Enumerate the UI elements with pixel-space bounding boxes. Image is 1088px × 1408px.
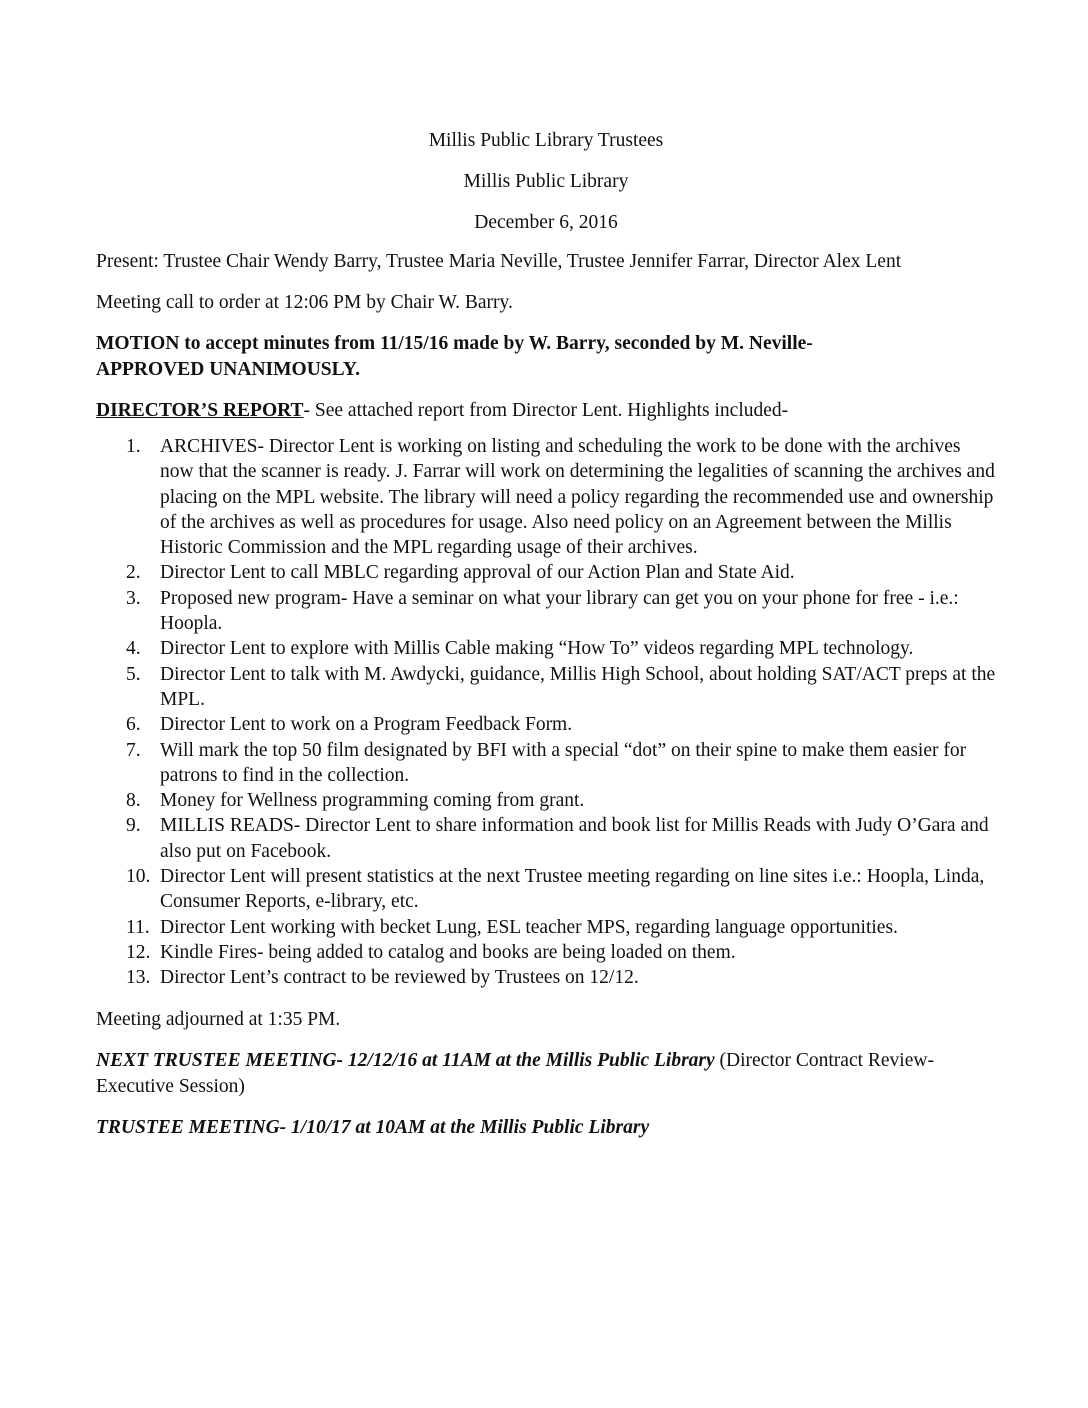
list-item: Proposed new program- Have a seminar on what your library can get you on your phone for free - i.e.: Hoopla. xyxy=(160,587,959,635)
list-item: MILLIS READS- Director Lent to share information and book list for Millis Reads with Judy O’Gara and also put on Facebook. xyxy=(160,815,989,862)
next-meeting-title: NEXT TRUSTEE MEETING- 12/12/16 at 11AM at the Millis Public Library xyxy=(96,1049,715,1071)
minutes-document xyxy=(96,128,996,1156)
next-meeting xyxy=(96,1048,996,1100)
list-item: Director Lent to explore with Millis Cable making “How To” videos regarding MPL technology. xyxy=(160,638,914,660)
trustee-meeting: TRUSTEE MEETING- 1/10/17 at 10AM at the Millis Public Library xyxy=(96,1116,650,1138)
org-title: Millis Public Library Trustees xyxy=(428,130,664,151)
motion xyxy=(96,331,996,383)
next-meeting-note: (Director Contract Review- Executive Session) xyxy=(96,1049,934,1097)
list-item: Director Lent working with becket Lung, ESL teacher MPS, regarding language opportunities. xyxy=(160,916,898,938)
list-item: Kindle Fires- being added to catalog and books are being loaded on them. xyxy=(160,941,736,963)
list-item: Will mark the top 50 film designated by BFI with a special “dot” on their spine to make them easier for patrons to find in the collection. xyxy=(160,739,967,786)
directors-report-heading: DIRECTOR’S REPORT xyxy=(96,400,304,421)
list-item: Director Lent to talk with M. Awdycki, guidance, Millis High School, about holding SAT/ACT preps at the MPL. xyxy=(160,663,996,710)
list-item: Money for Wellness programming coming from grant. xyxy=(160,790,585,812)
attendees: Present: Trustee Chair Wendy Barry, Trustee Maria Neville, Trustee Jennifer Farrar, Director Alex Lent xyxy=(96,251,902,272)
report-items-list xyxy=(96,434,996,991)
library-name: Millis Public Library xyxy=(463,171,629,192)
list-item: Director Lent to work on a Program Feedback Form. xyxy=(160,714,573,736)
directors-report-intro-text: - See attached report from Director Lent. Highlights included- xyxy=(303,400,789,421)
list-item: ARCHIVES- Director Lent is working on listing and scheduling the work to be done with the archives now that the scanner is ready. J. Farrar will work on determining the legalities of scanning the archives and placing on the MPL website. The library will need a policy regarding the recommended use and ownership of the archives as well as procedures for usage. Also need policy on an Agreement between the Millis Historic Commission and the MPL regarding usage of their archives. xyxy=(160,436,995,559)
list-item: Director Lent to call MBLC regarding approval of our Action Plan and State Aid. xyxy=(160,562,795,584)
call-to-order: Meeting call to order at 12:06 PM by Chair W. Barry. xyxy=(96,292,513,313)
adjourned: Meeting adjourned at 1:35 PM. xyxy=(96,1008,341,1030)
motion-line-2: APPROVED UNANIMOUSLY. xyxy=(96,359,361,380)
list-item: Director Lent’s contract to be reviewed by Trustees on 12/12. xyxy=(160,967,639,989)
list-item: Director Lent will present statistics at the next Trustee meeting regarding on line sites i.e.: Hoopla, Linda, Consumer Reports, e-library, etc. xyxy=(160,866,985,913)
directors-report-intro xyxy=(96,398,996,424)
meeting-date: December 6, 2016 xyxy=(474,212,618,233)
motion-line-1: MOTION to accept minutes from 11/15/16 made by W. Barry, seconded by M. Neville- xyxy=(96,333,813,354)
